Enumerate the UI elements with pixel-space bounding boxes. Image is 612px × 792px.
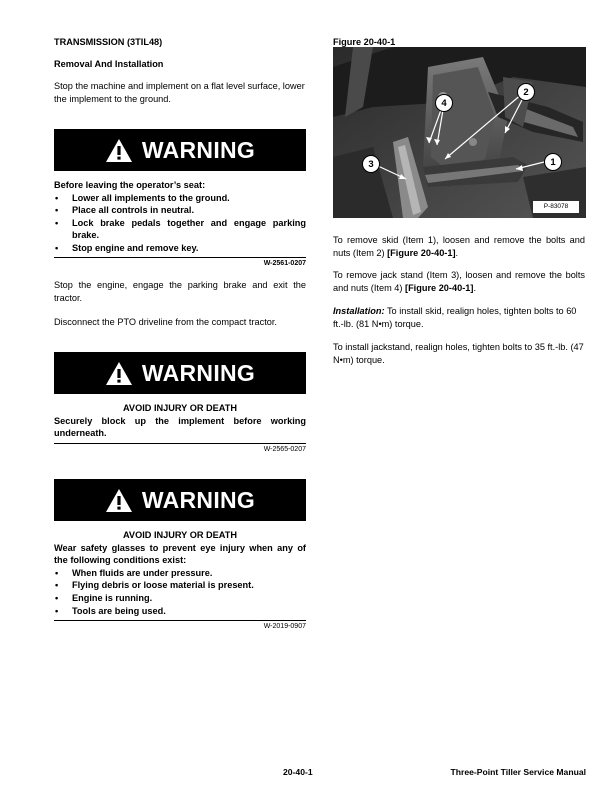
- warning-box-3: [54, 479, 306, 630]
- warning-intro: Wear safety glasses to prevent eye injury when any of the following conditions exist:: [54, 542, 306, 566]
- divider: [54, 620, 306, 621]
- tiller-transmission-illustration: [333, 47, 586, 218]
- callout-4: 4: [435, 94, 453, 112]
- warning-banner-text: WARNING: [141, 136, 256, 163]
- warning-box-1: [54, 129, 306, 267]
- list-item: • Tools are being used.: [54, 605, 306, 618]
- paragraph-install-skid: Installation: To install skid, realign holes, tighten bolts to 60 ft.-lb. (81 N•m) torque.: [333, 306, 577, 329]
- warning-box-2: [54, 352, 306, 453]
- warning-text: Securely block up the implement before working underneath.: [54, 415, 306, 439]
- divider: [54, 257, 306, 258]
- divider: [54, 443, 306, 444]
- warning-bullets: [54, 192, 306, 255]
- warning-code: W-2019-0907: [263, 623, 306, 631]
- warning-banner: [54, 352, 306, 394]
- warning-heading: AVOID INJURY OR DEATH: [122, 530, 237, 540]
- warning-banner: [54, 129, 306, 171]
- callout-3: 3: [362, 155, 380, 173]
- list-item: • Flying debris or loose material is present.: [54, 579, 306, 592]
- figure-reference: [Figure 20-40-1]: [405, 282, 474, 293]
- warning-triangle-icon: [105, 361, 133, 386]
- warning-banner: [54, 479, 306, 521]
- callout-1: 1: [544, 153, 562, 171]
- warning-triangle-icon: [105, 488, 133, 513]
- list-item: • Lock brake pedals together and engage parking brake.: [54, 217, 306, 242]
- section-title: TRANSMISSION (3TIL48): [54, 37, 163, 47]
- list-item: • Stop engine and remove key.: [54, 242, 306, 255]
- warning-banner-text: WARNING: [141, 486, 256, 513]
- warning-triangle-icon: [105, 138, 133, 163]
- warning-heading: AVOID INJURY OR DEATH: [122, 403, 237, 413]
- figure-reference: [Figure 20-40-1]: [387, 247, 456, 258]
- paragraph-stop-machine: Stop the machine and implement on a flat level surface, lower the implement to the ground.: [54, 81, 305, 104]
- paragraph-remove-skid: To remove skid (Item 1), loosen and remove the bolts and nuts (Item 2) [Figure 20-40-1].: [333, 235, 585, 258]
- warning-bullets: [54, 567, 306, 617]
- figure-title: Figure 20-40-1: [333, 37, 396, 47]
- warning-code: W-2561-0207: [263, 259, 306, 267]
- warning-intro: Before leaving the operator’s seat:: [54, 180, 206, 190]
- callout-2: 2: [517, 83, 535, 101]
- page-number: 20-40-1: [283, 767, 313, 777]
- paragraph-install-jackstand: To install jackstand, realign holes, tighten bolts to 35 ft.-lb. (47 N•m) torque.: [333, 342, 584, 365]
- figure-photo: [333, 47, 586, 218]
- manual-title: Three-Point Tiller Service Manual: [450, 767, 586, 777]
- installation-label: Installation:: [333, 306, 385, 316]
- list-item: • When fluids are under pressure.: [54, 567, 306, 580]
- subsection-title: Removal And Installation: [54, 59, 164, 69]
- paragraph-remove-jack-stand: To remove jack stand (Item 3), loosen and remove the bolts and nuts (Item 4) [Figure 20-40-1].: [333, 270, 585, 293]
- list-item: • Lower all implements to the ground.: [54, 192, 306, 205]
- warning-code: W-2565-0207: [263, 445, 306, 453]
- paragraph-stop-engine: Stop the engine, engage the parking brake and exit the tractor.: [54, 280, 306, 303]
- list-item: • Place all controls in neutral.: [54, 204, 306, 217]
- photo-code: P-83078: [543, 203, 569, 210]
- list-item: • Engine is running.: [54, 592, 306, 605]
- warning-banner-text: WARNING: [141, 359, 256, 386]
- paragraph-disconnect-pto: Disconnect the PTO driveline from the compact tractor.: [54, 317, 277, 327]
